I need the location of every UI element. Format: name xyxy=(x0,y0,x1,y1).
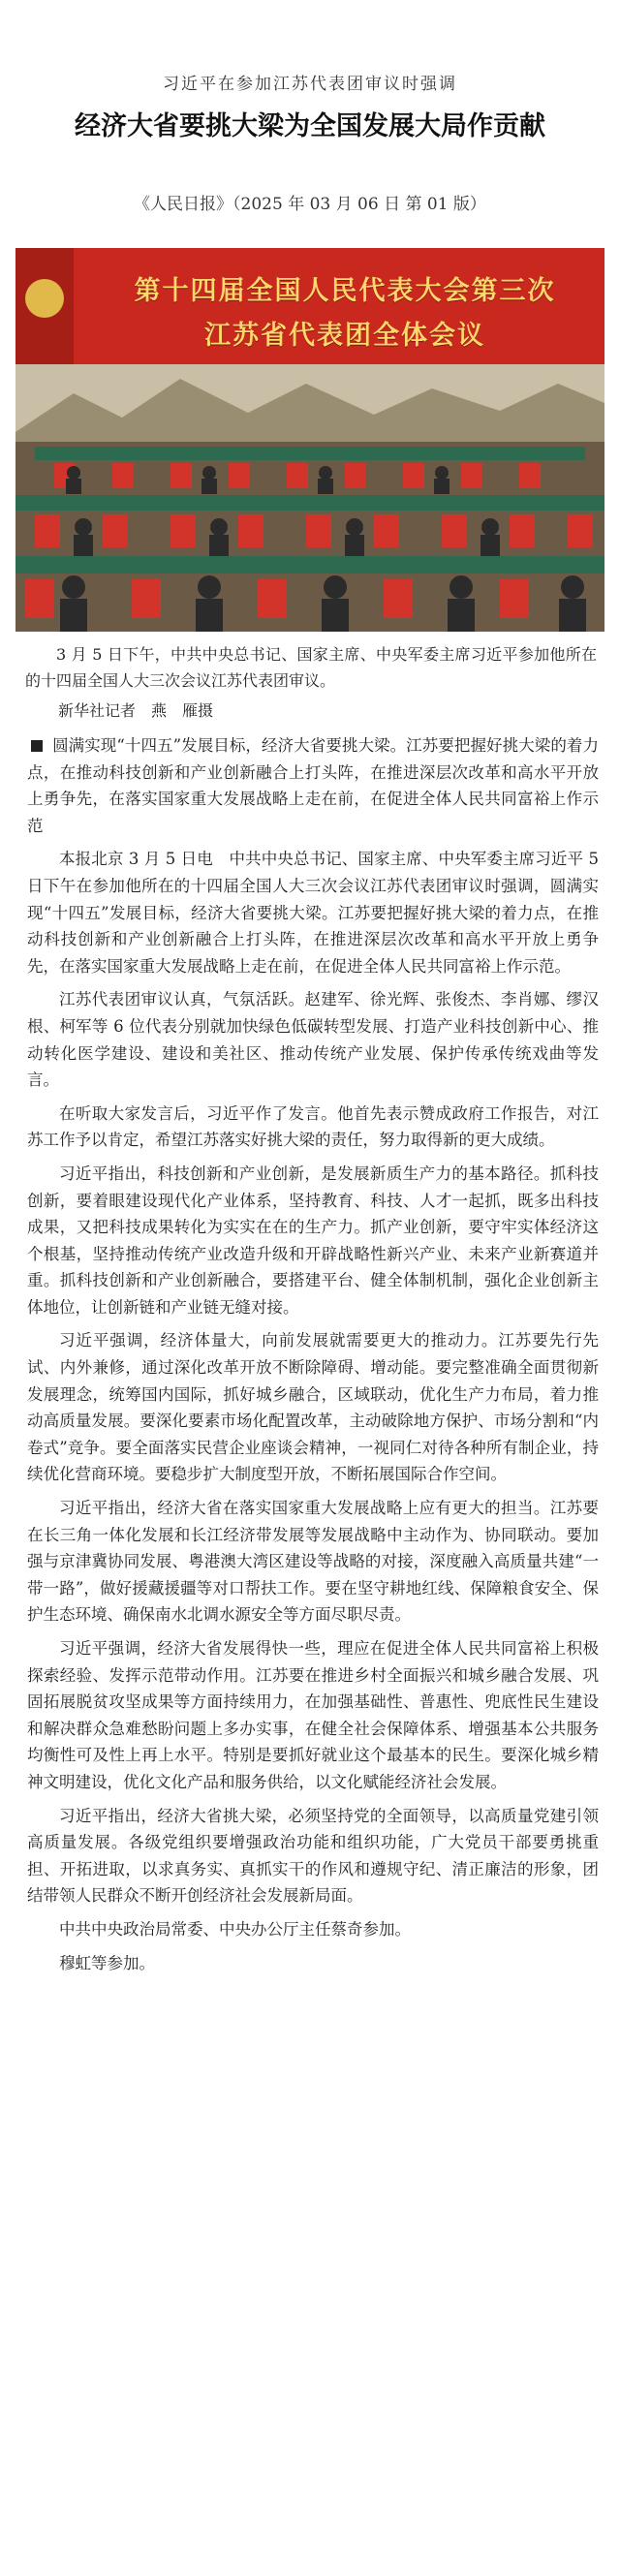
article-headline: 经济大省要挑大梁为全国发展大局作贡献 xyxy=(75,111,545,141)
article-paragraph: 习近平指出，科技创新和产业创新，是发展新质生产力的基本路径。抓科技创新，要着眼建设现代化产业体系，坚持教育、科技、人才一起抓，既多出科技成果，又把科技成果转化为实实在在的生产力。抓产业创新，要守牢实体经济这个根基，坚持推动传统产业改造升级和开辟战略性新兴产业、未来产业新赛道并重。抓科技创新和产业创新融合，要搭建平台、健全体制机制，强化企业创新主体地位，让创新链和产业链无缝对接。 xyxy=(27,1164,599,1317)
front-table xyxy=(35,447,585,460)
article-paragraph: 习近平指出，经济大省挑大梁，必须坚持党的全面领导，以高质量党建引领高质量发展。各级党组织要增强政治功能和组织功能，广大党员干部要勇挑重担、开拓进取，以求真务实、真抓实干的作风和遵规守纪、清正廉洁的形象，团结带领人民群众不断开创经济社会发展新局面。 xyxy=(27,1806,599,1906)
article-paragraph: 中共中央政治局常委、中央办公厅主任蔡奇参加。 xyxy=(59,1919,411,1939)
meeting-photo xyxy=(16,248,604,632)
photo-byline: 新华社记者 燕 雁摄 xyxy=(58,701,214,720)
middle-table xyxy=(16,495,604,511)
article-body xyxy=(27,732,599,1983)
rear-table xyxy=(16,556,604,574)
article-paragraph: 本报北京 3 月 5 日电 中共中央总书记、国家主席、中央军委主席习近平 5 日下午在参加他所在的十四届全国人大三次会议江苏代表团审议时强调，圆满实现“十四五”发展目标，经济大省要挑大梁。江苏要把握好挑大梁的着力点，在推动科技创新和产业创新融合上打头阵，在推进深层次改革和高水平开放上勇争先，在落实国家重大发展战略上走在前，在促进全体人民共同富裕上作示范。 xyxy=(27,850,599,976)
article-paragraph: 习近平指出，经济大省在落实国家重大发展战略上应有更大的担当。江苏要在长三角一体化发展和长江经济带发展等发展战略中主动作为、协同联动。要加强与京津冀协同发展、粤港澳大湾区建设等战略的对接，深度融入高质量共建“一带一路”，做好援藏援疆等对口帮扶工作。要在坚守耕地红线、保障粮食安全、保护生态环境、确保南水北调水源安全等方面尽职尽责。 xyxy=(27,1499,599,1625)
article-paragraph: 江苏代表团审议认真，气氛活跃。赵建军、徐光辉、张俊杰、李肖娜、缪汉根、柯军等 6 位代表分别就加快绿色低碳转型发展、打造产业科技创新中心、推动转化医学建设、建设和美社区、推动传统产业发展、保护传承传统戏曲等发言。 xyxy=(27,990,599,1090)
article-source: 《人民日报》（2025 年 03 月 06 日 第 01 版） xyxy=(134,195,486,214)
national-emblem-icon xyxy=(25,279,64,318)
square-bullet-icon xyxy=(31,740,43,752)
article-paragraph: 在听取大家发言后，习近平作了发言。他首先表示赞成政府工作报告，对江苏工作予以肯定，希望江苏落实好挑大梁的责任，努力取得新的更大成绩。 xyxy=(27,1103,599,1150)
article-paragraph: 习近平强调，经济体量大，向前发展就需要更大的推动力。江苏要先行先试、内外兼修，通过深化改革开放不断除障碍、增动能。要完整准确全面贯彻新发展理念，统筹国内国际，抓好城乡融合，区域联动，优化生产力布局，着力推动高质量发展。要深化要素市场化配置改革，主动破除地方保护、市场分割和“内卷式”竞争。要全面落实民营企业座谈会精神，一视同仁对待各种所有制企业，持续优化营商环境。要稳步扩大制度型开放，不断拓展国际合作空间。 xyxy=(27,1331,599,1484)
article-paragraph: 习近平强调，经济大省发展得快一些，理应在促进全体人民共同富裕上积极探索经验、发挥示范带动作用。江苏要在推进乡村全面振兴和城乡融合发展、巩固拓展脱贫攻坚成果等方面持续用力，在加强基础性、普惠性、兜底性民生建设和解决群众急难愁盼问题上多办实事，在健全社会保障体系、增强基本公共服务均衡性可及性上再上水平。特别是要抓好就业这个最基本的民生。要深化城乡精神文明建设，优化文化产品和服务供给，以文化赋能经济社会发展。 xyxy=(27,1639,599,1791)
banner-line-1: 第十四届全国人民代表大会第三次 xyxy=(134,276,556,306)
article-kicker: 习近平在参加江苏代表团审议时强调 xyxy=(163,75,457,94)
seat-row-1 xyxy=(54,463,541,488)
photo-caption: 3 月 5 日下午，中共中央总书记、国家主席、中央军委主席习近平参加他所在的十四届全国人大三次会议江苏代表团审议。 xyxy=(25,645,597,690)
banner-line-2: 江苏省代表团全体会议 xyxy=(204,321,485,351)
article-lead-text: 圆满实现“十四五”发展目标，经济大省要挑大梁。江苏要把握好挑大梁的着力点，在推动科技创新和产业创新融合上打头阵，在推进深层次改革和高水平开放上勇争先，在落实国家重大发展战略上走在前，在促进全体人民共同富裕上作示范 xyxy=(27,736,599,835)
article-paragraph: 穆虹等参加。 xyxy=(59,1953,155,1972)
article-lead xyxy=(27,732,599,839)
